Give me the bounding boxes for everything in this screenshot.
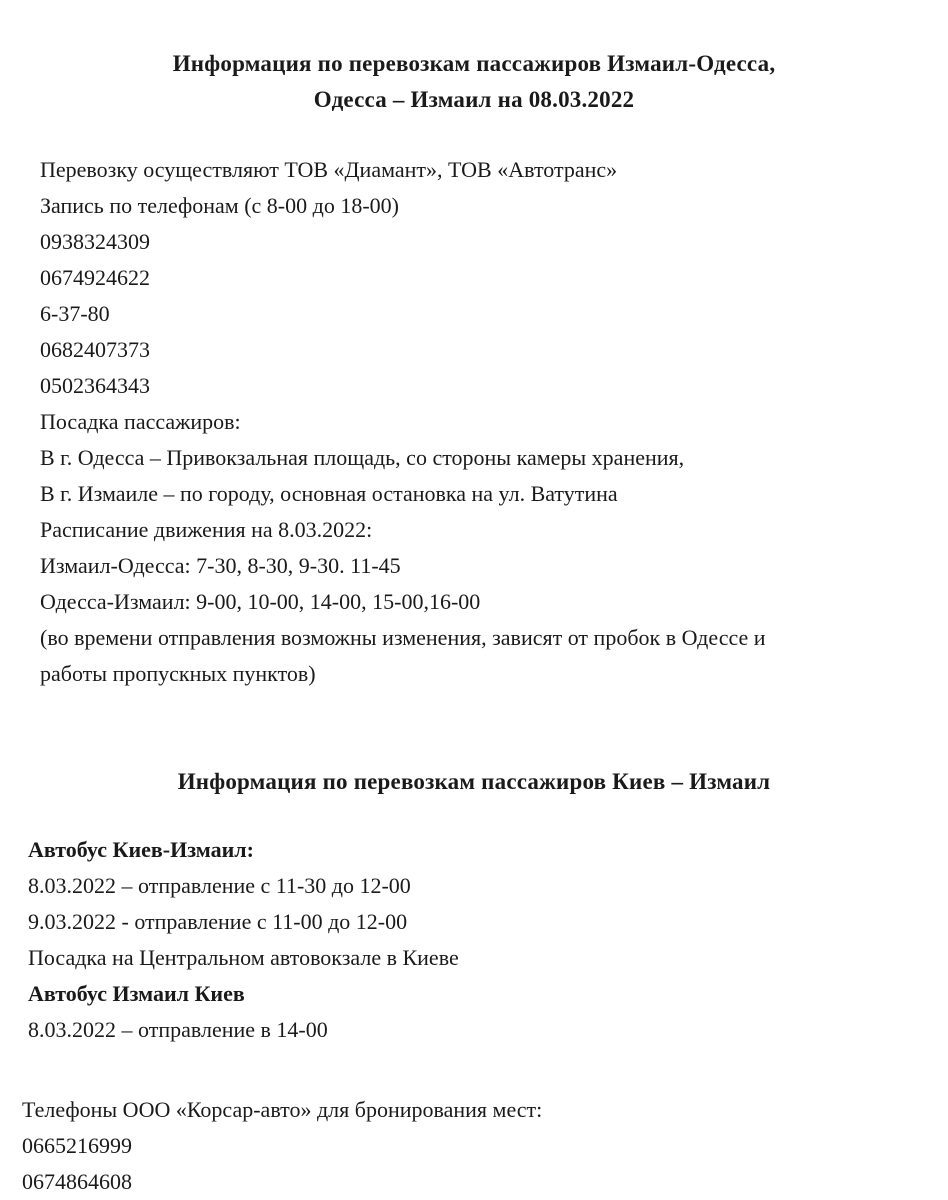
section1-title-line2: Одесса – Измаил на 08.03.2022 xyxy=(313,87,635,112)
section2-title xyxy=(0,764,948,800)
phone-number: 0674924622 xyxy=(40,265,150,290)
bus1-boarding: Посадка на Центральном автовокзале в Киеве xyxy=(28,945,459,970)
schedule-odessa-izmail: Одесса-Измаил: 9-00, 10-00, 14-00, 15-00,16-00 xyxy=(40,589,481,614)
section2-title-text: Информация по перевозкам пассажиров Киев – Измаил xyxy=(177,769,771,794)
booking-hours-text: Запись по телефонам (с 8-00 до 18-00) xyxy=(40,193,399,218)
boarding-izmail: В г. Измаиле – по городу, основная остановка на ул. Ватутина xyxy=(40,481,618,506)
boarding-title: Посадка пассажиров: xyxy=(40,409,241,434)
boarding-odessa: В г. Одесса – Привокзальная площадь, со стороны камеры хранения, xyxy=(40,445,685,470)
bus1-title: Автобус Киев-Измаил: xyxy=(28,837,254,862)
booking-phones-title: Телефоны ООО «Корсар-авто» для бронирования мест: xyxy=(22,1097,543,1122)
phone-number: 0938324309 xyxy=(40,229,150,254)
phone-number: 6-37-80 xyxy=(40,301,110,326)
phone-number: 0674864608 xyxy=(22,1169,132,1194)
phone-number: 0665216999 xyxy=(22,1133,132,1158)
section1-body xyxy=(40,152,766,692)
schedule-note-line1: (во времени отправления возможны изменения, зависят от пробок в Одессе и xyxy=(40,625,766,650)
bus1-departure-1: 8.03.2022 – отправление с 11-30 до 12-00 xyxy=(28,873,411,898)
bus1-departure-2: 9.03.2022 - отправление с 11-00 до 12-00 xyxy=(28,909,408,934)
phone-number: 0502364343 xyxy=(40,373,150,398)
section3-body xyxy=(22,1092,542,1200)
section1-title xyxy=(0,46,948,118)
section1-title-line1: Информация по перевозкам пассажиров Измаил-Одесса, xyxy=(172,51,776,76)
bus2-departure-1: 8.03.2022 – отправление в 14-00 xyxy=(28,1017,328,1042)
schedule-izmail-odessa: Измаил-Одесса: 7-30, 8-30, 9-30. 11-45 xyxy=(40,553,401,578)
schedule-title: Расписание движения на 8.03.2022: xyxy=(40,517,373,542)
section2-body xyxy=(28,832,459,1048)
carriers-text: Перевозку осуществляют ТОВ «Диамант», ТОВ «Автотранс» xyxy=(40,157,618,182)
phone-number: 0682407373 xyxy=(40,337,150,362)
bus2-title: Автобус Измаил Киев xyxy=(28,981,245,1006)
schedule-note-line2: работы пропускных пунктов) xyxy=(40,661,316,686)
